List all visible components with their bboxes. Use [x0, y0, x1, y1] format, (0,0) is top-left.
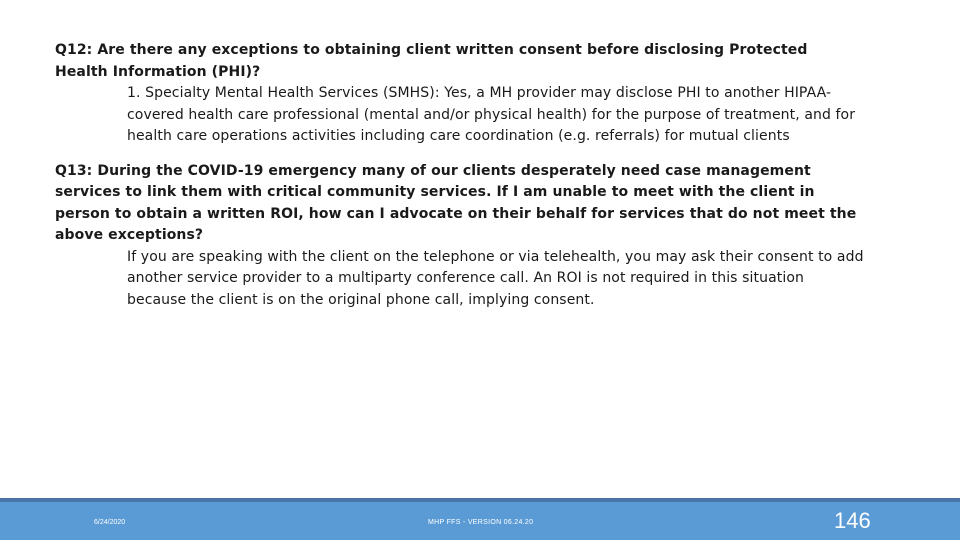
- q13-question: Q13: During the COVID-19 emergency many of our clients desperately need case management services to link them with critical community services. If I am unable to meet with the client in person to obtain a written ROI, how can I advocate on their behalf for services that do not meet the above exceptions?: [55, 162, 857, 243]
- q13-block: [55, 161, 865, 312]
- footer-date: 6/24/2020: [94, 519, 126, 526]
- slide-body: [55, 40, 865, 324]
- q12-block: [55, 40, 865, 148]
- q12-question: Q12: Are there any exceptions to obtaining client written consent before disclosing Protected Health Information (PHI)?: [55, 42, 808, 80]
- footer-version: MHP FFS - VERSION 06.24.20: [428, 519, 534, 526]
- q13-answer: If you are speaking with the client on the telephone or via telehealth, you may ask their consent to add another service provider to a multiparty conference call. An ROI is not required in this situation because the client is on the original phone call, implying consent.: [127, 248, 864, 308]
- q12-answer: 1. Specialty Mental Health Services (SMHS): Yes, a MH provider may disclose PHI to another HIPAA-covered health care professional (mental and/or physical health) for the purpose of treatment, and for health care operations activities including care coordination (e.g. referrals) for mutual clients: [127, 85, 856, 144]
- slide-number: 146: [834, 508, 871, 533]
